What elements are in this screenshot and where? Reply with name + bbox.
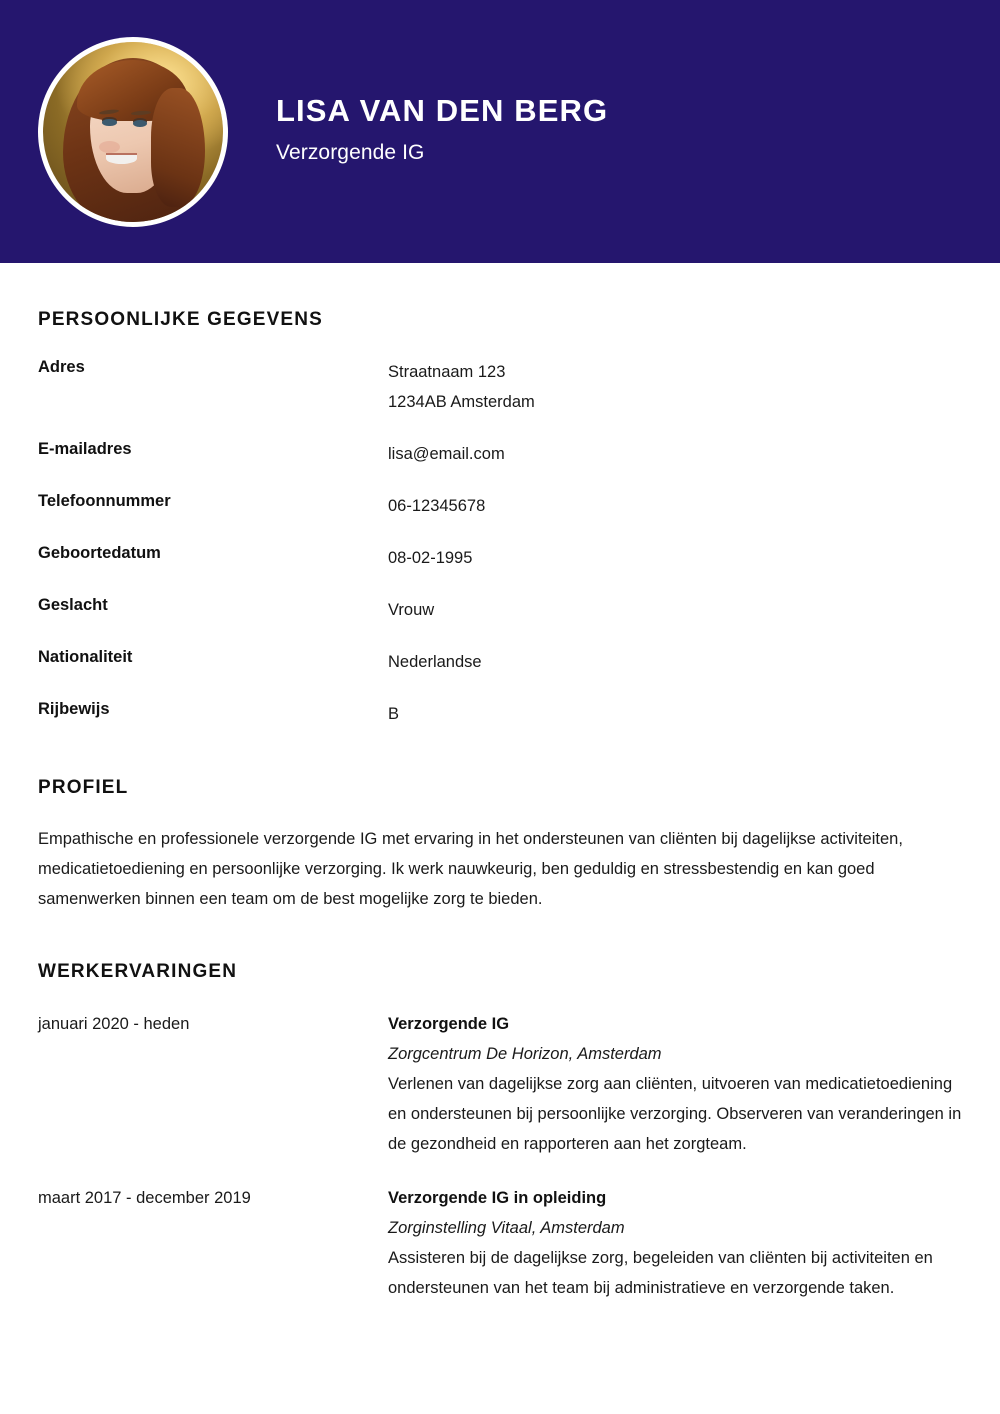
detail-label: Geslacht: [38, 596, 108, 615]
detail-value-line: Vrouw: [388, 601, 435, 620]
profile-paragraph: Empathische en professionele verzorgende IG met ervaring in het ondersteunen van cliënten bij dagelijkse activiteiten, medicatietoediening en persoonlijke verzorging. Ik werk nauwkeurig, ben geduldig en stressbestendig en kan goed samenwerken binnen een team om de best mogelijke zorg te bieden.: [38, 830, 903, 909]
detail-row: [38, 491, 962, 521]
detail-label: Nationaliteit: [38, 648, 133, 667]
section-title-personal-details: PERSOONLIJKE GEGEVENS: [38, 309, 323, 330]
detail-value-line: lisa@email.com: [388, 445, 505, 464]
personal-details-list: [38, 357, 962, 729]
detail-value: [388, 647, 962, 677]
candidate-name: LISA VAN DEN BERG: [276, 93, 609, 129]
detail-value-line: Straatnaam 123: [388, 363, 506, 381]
work-experience-list: [38, 1009, 962, 1303]
work-experience-item: [38, 1183, 962, 1303]
detail-label: Adres: [38, 358, 85, 376]
section-personal-details: [38, 263, 962, 729]
detail-row: [38, 699, 962, 729]
detail-row: [38, 357, 962, 417]
detail-value: [388, 357, 962, 417]
detail-row: [38, 647, 962, 677]
section-work-experience: [38, 914, 962, 1303]
detail-value: [388, 439, 962, 469]
portrait-smile: [106, 153, 137, 164]
work-details: [388, 1183, 962, 1303]
detail-label: E-mailadres: [38, 440, 132, 459]
detail-value: [388, 491, 962, 521]
work-company: Zorginstelling Vitaal, Amsterdam: [388, 1219, 625, 1238]
cv-header: [0, 0, 1000, 263]
section-title-profile: PROFIEL: [38, 777, 129, 799]
detail-row: [38, 543, 962, 573]
detail-row: [38, 439, 962, 469]
work-description: Assisteren bij de dagelijkse zorg, begeleiden van cliënten bij activiteiten en ondersteunen van het team bij administratieve en verzorgende taken.: [388, 1249, 933, 1298]
detail-label: Rijbewijs: [38, 700, 110, 719]
work-details: [388, 1009, 962, 1159]
work-description: Verlenen van dagelijkse zorg aan cliënten, uitvoeren van medicatietoediening en ondersteunen bij persoonlijke verzorging. Observeren van veranderingen in de gezondheid en rapporteren aan het zorgteam.: [388, 1075, 962, 1154]
header-text-block: [276, 94, 608, 169]
detail-row: [38, 595, 962, 625]
cv-content: [0, 263, 1000, 1303]
work-period: januari 2020 - heden: [38, 1015, 190, 1034]
detail-value: [388, 543, 962, 573]
detail-value: [388, 595, 962, 625]
detail-value-line: 08-02-1995: [388, 549, 473, 568]
detail-value-line: 1234AB Amsterdam: [388, 393, 535, 412]
work-company: Zorgcentrum De Horizon, Amsterdam: [388, 1045, 662, 1064]
detail-value: [388, 699, 962, 729]
detail-value-line: 06-12345678: [388, 497, 486, 516]
detail-label: Telefoonnummer: [38, 492, 171, 511]
portrait-photo-icon: [43, 42, 223, 222]
work-role: Verzorgende IG: [388, 1015, 510, 1034]
candidate-job-title: Verzorgende IG: [276, 140, 425, 164]
work-period: maart 2017 - december 2019: [38, 1189, 251, 1208]
avatar: [38, 37, 228, 227]
detail-value-line: B: [388, 705, 400, 724]
detail-value-line: Nederlandse: [388, 653, 482, 672]
detail-label: Geboortedatum: [38, 544, 161, 563]
section-profile: [38, 729, 962, 914]
section-title-work-experience: WERKERVARINGEN: [38, 961, 238, 983]
work-role: Verzorgende IG in opleiding: [388, 1189, 607, 1208]
work-experience-item: [38, 1009, 962, 1159]
portrait-hair-side: [151, 88, 205, 207]
